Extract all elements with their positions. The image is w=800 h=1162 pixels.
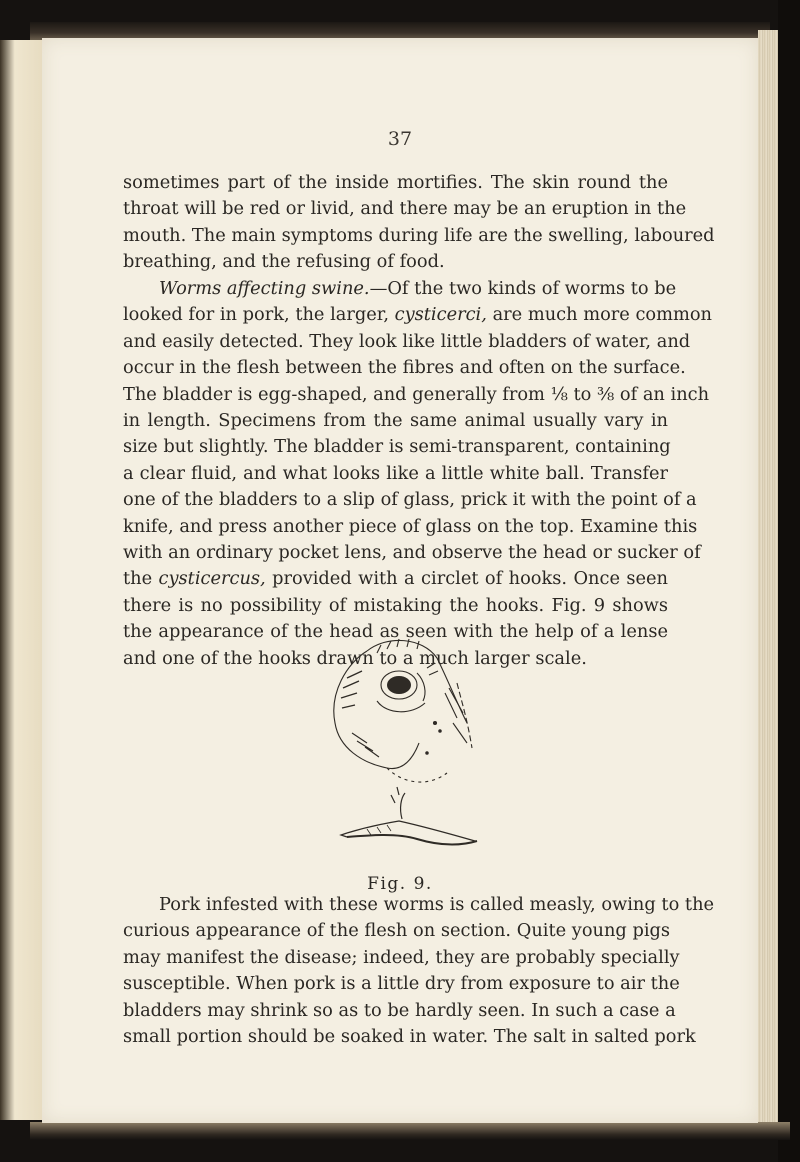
text-line: there is no possibility of mistaking the hooks. Fig. 9 shows: [123, 594, 668, 616]
book-spine-edge: [0, 40, 42, 1120]
term-cysticercus: cysticercus,: [158, 568, 266, 590]
text-line: knife, and press another piece of glass on the top. Examine this: [123, 515, 698, 537]
paragraph-continuation: [123, 170, 715, 276]
page-stack-edge: [758, 30, 778, 1130]
text-line: The bladder is egg-shaped, and generally from ⅛ to ⅜ of an inch: [123, 383, 710, 405]
text-line: small portion should be soaked in water. The salt in salted pork: [123, 1026, 696, 1048]
text-line: looked for in pork, the larger, cysticerci, are much more common: [123, 304, 712, 326]
hook-drawing: [341, 787, 477, 845]
text-line: a clear fluid, and what looks like a little white ball. Transfer: [123, 462, 668, 484]
text-line: throat will be red or livid, and there may be an eruption in the: [123, 198, 687, 220]
text-line: and one of the hooks drawn to a much larger scale.: [123, 647, 587, 669]
text-line: the appearance of the head as seen with the help of a lense: [123, 621, 668, 643]
paragraph-worms-affecting-swine: [123, 276, 712, 672]
text-line: in length. Specimens from the same animal usually vary in: [123, 410, 668, 432]
cysticercus-head-drawing: [334, 639, 472, 782]
text-line: bladders may shrink so as to be hardly seen. In such a case a: [123, 999, 676, 1021]
text-line: curious appearance of the flesh on section. Quite young pigs: [123, 920, 671, 942]
text-line: mouth. The main symptoms during life are the swelling, laboured: [123, 224, 715, 246]
paragraph-measly-pork: [123, 892, 715, 1050]
text-line: may manifest the disease; indeed, they are probably specially: [123, 946, 680, 968]
text-line: and easily detected. They look like little bladders of water, and: [123, 330, 691, 352]
text-line: one of the bladders to a slip of glass, prick it with the point of a: [123, 489, 697, 511]
fraction-three-eighths: ⅜: [596, 383, 615, 405]
section-heading: Worms affecting swine.: [159, 278, 370, 299]
text-line: susceptible. When pork is a little dry from exposure to air the: [123, 973, 680, 995]
text-line: size but slightly. The bladder is semi-transparent, containing: [123, 436, 671, 458]
text-line: occur in the flesh between the fibres and often on the surface.: [123, 357, 686, 379]
text-line: breathing, and the refusing of food.: [123, 251, 445, 273]
page-sheet: [42, 38, 758, 1123]
page-number: 37: [387, 128, 413, 150]
book-bottom-edge: [30, 1122, 790, 1140]
text-line: Worms affecting swine.—Of the two kinds of worms to be: [159, 278, 677, 299]
text-line: with an ordinary pocket lens, and observe the head or sucker of: [123, 542, 701, 564]
fraction-one-eighth: ⅛: [550, 383, 568, 405]
scan-background-right: [778, 0, 800, 1162]
text-line: sometimes part of the inside mortifies. The skin round the: [123, 172, 668, 193]
text-line: Pork infested with these worms is called measly, owing to the: [159, 894, 715, 915]
term-cysticerci: cysticerci,: [394, 304, 487, 326]
figure-9-cysticercus-illustration: [307, 623, 497, 873]
text-line: the cysticercus, provided with a circlet of hooks. Once seen: [123, 568, 669, 590]
figure-caption: Fig. 9.: [367, 874, 433, 894]
